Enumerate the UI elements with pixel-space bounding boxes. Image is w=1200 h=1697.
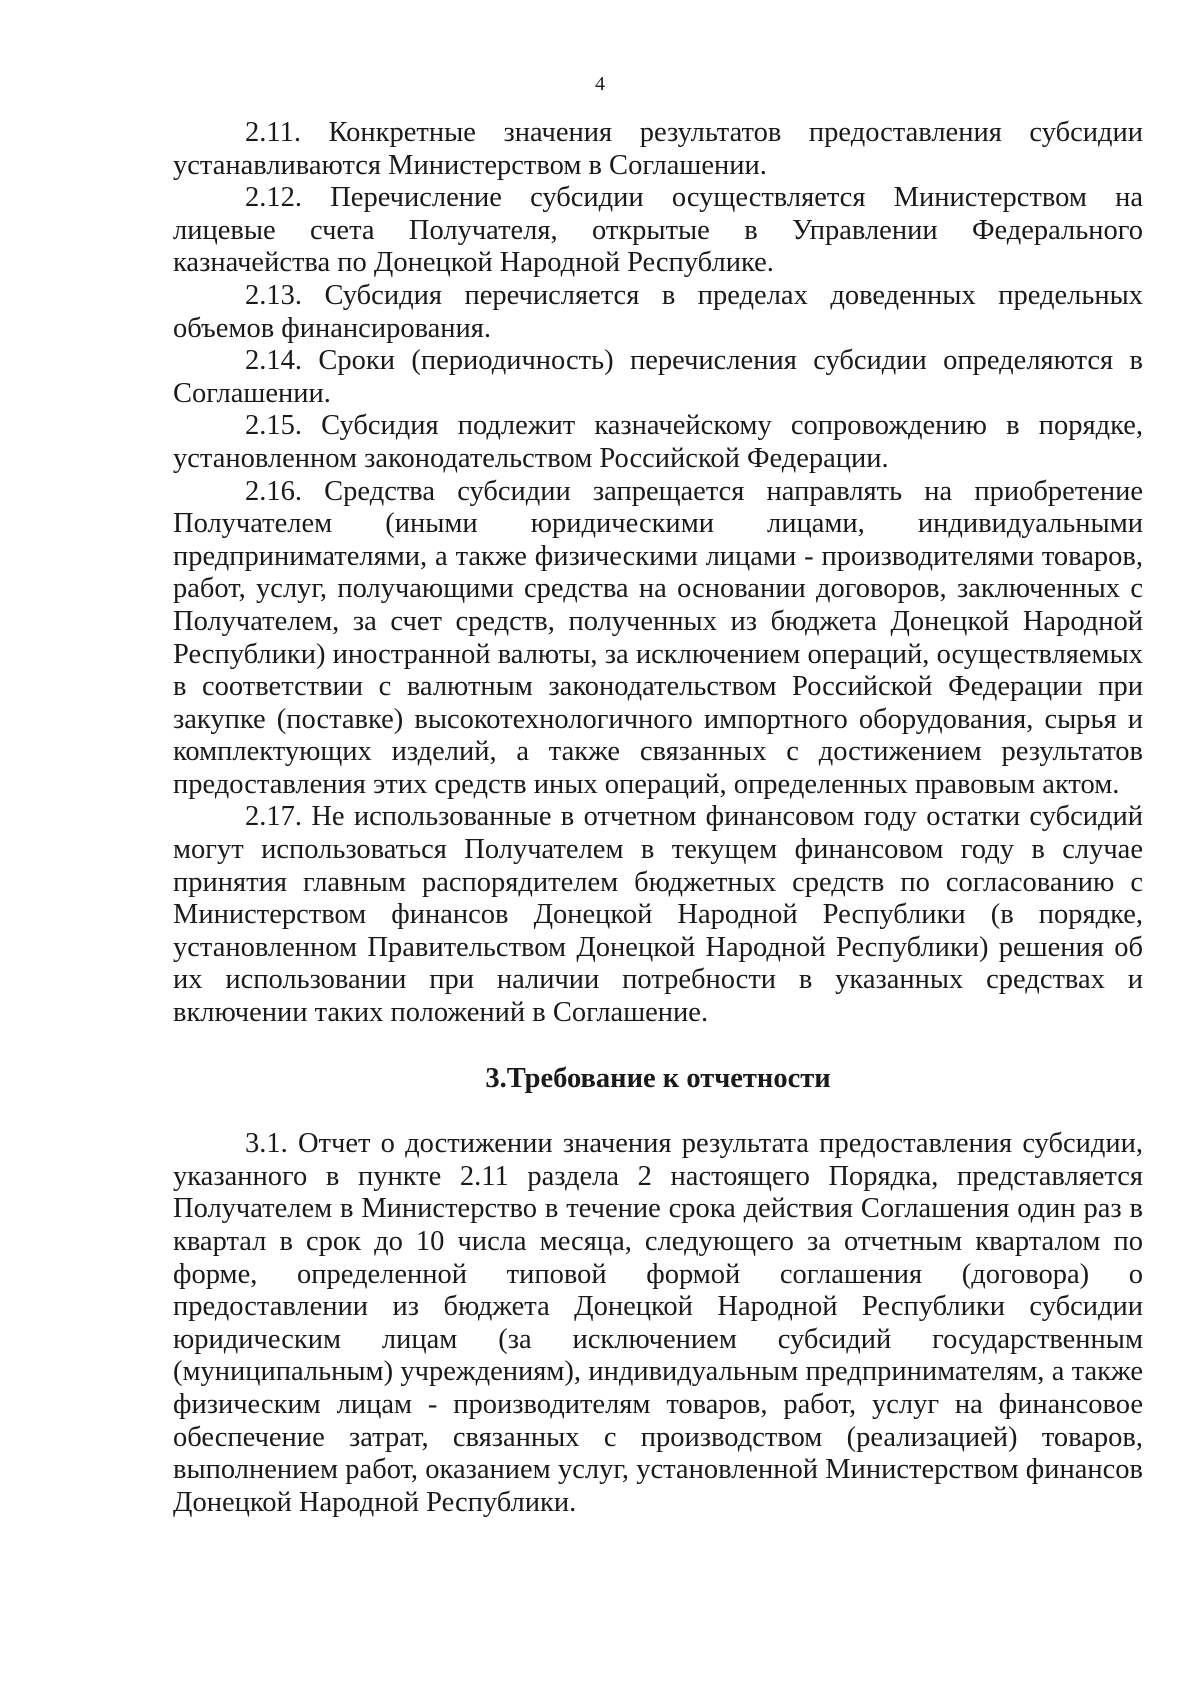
paragraph-2-15: 2.15. Субсидия подлежит казначейскому сопровождению в порядке, установленном законодательством Российской Федерации. xyxy=(173,410,1143,474)
document-body xyxy=(173,117,1143,1519)
paragraph-2-14: 2.14. Сроки (периодичность) перечисления субсидии определяются в Соглашении. xyxy=(173,345,1143,409)
section-3-heading: 3.Требование к отчетности xyxy=(485,1062,831,1094)
paragraph-2-16: 2.16. Средства субсидии запрещается направлять на приобретение Получателем (иными юридическими лицами, индивидуальными предпринимателями, а также физическими лицами - производителями товаров, работ, услуг, получающими средства на основании договоров, заключенных с Получателем, за счет средств, полученных из бюджета Донецкой Народной Республики) иностранной валюты, за исключением операций, осуществляемых в соответствии с валютным законодательством Российской Федерации при закупке (поставке) высокотехнологичного импортного оборудования, сырья и комплектующих изделий, а также связанных с достижением результатов предоставления этих средств иных операций, определенных правовым актом. xyxy=(173,475,1143,800)
paragraph-2-12: 2.12. Перечисление субсидии осуществляется Министерством на лицевые счета Получателя, открытые в Управлении Федерального казначейства по Донецкой Народной Республике. xyxy=(173,182,1143,279)
paragraph-2-11: 2.11. Конкретные значения результатов предоставления субсидии устанавливаются Министерством в Соглашении. xyxy=(173,117,1143,181)
page-number: 4 xyxy=(595,73,605,95)
paragraph-3-1: 3.1. Отчет о достижении значения результата предоставления субсидии, указанного в пункте 2.11 раздела 2 настоящего Порядка, представляется Получателем в Министерство в течение срока действия Соглашения один раз в квартал в срок до 10 числа месяца, следующего за отчетным кварталом по форме, определенной типовой формой соглашения (договора) о предоставлении из бюджета Донецкой Народной Республики субсидии юридическим лицам (за исключением субсидий государственным (муниципальным) учреждениям), индивидуальным предпринимателям, а также физическим лицам - производителям товаров, работ, услуг на финансовое обеспечение затрат, связанных с производством (реализацией) товаров, выполнением работ, оказанием услуг, установленной Министерством финансов Донецкой Народной Республики. xyxy=(173,1128,1143,1518)
paragraph-2-17: 2.17. Не использованные в отчетном финансовом году остатки субсидий могут использоваться Получателем в текущем финансовом году в случае принятия главным распорядителем бюджетных средств по согласованию с Министерством финансов Донецкой Народной Республики (в порядке, установленном Правительством Донецкой Народной Республики) решения об их использовании при наличии потребности в указанных средствах и включении таких положений в Соглашение. xyxy=(173,801,1143,1029)
paragraph-2-13: 2.13. Субсидия перечисляется в пределах доведенных предельных объемов финансирования. xyxy=(173,279,1143,344)
